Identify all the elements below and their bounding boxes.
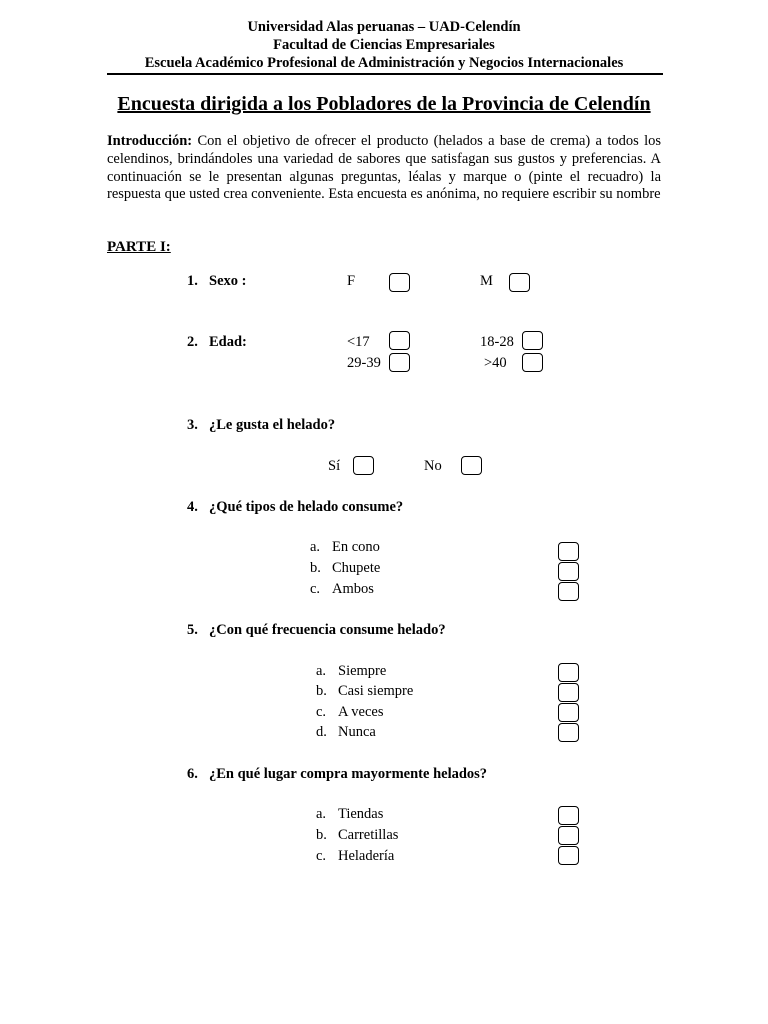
option-label: 18-28	[480, 334, 514, 350]
question-1	[187, 273, 246, 290]
option-checkbox[interactable]	[558, 542, 579, 561]
option-checkbox[interactable]	[558, 806, 579, 825]
question-number: 4.	[187, 499, 198, 515]
option-label: No	[424, 458, 442, 474]
option-checkbox[interactable]	[558, 683, 579, 702]
option-letter: d.	[316, 724, 327, 740]
list-item	[316, 827, 398, 844]
option-checkbox[interactable]	[558, 723, 579, 742]
option-letter: c.	[316, 848, 327, 864]
question-5	[187, 622, 446, 639]
question-3	[187, 417, 335, 434]
question-text: Edad:	[209, 334, 247, 350]
question-text: ¿Qué tipos de helado consume?	[209, 499, 404, 515]
option-checkbox[interactable]	[558, 663, 579, 682]
option-label: Casi siempre	[338, 683, 414, 699]
option-checkbox[interactable]	[461, 456, 482, 475]
intro-paragraph	[107, 133, 661, 204]
faculty-name: Facultad de Ciencias Empresariales	[273, 37, 495, 53]
option-letter: b.	[316, 683, 327, 699]
page-title: Encuesta dirigida a los Pobladores de la Provincia de Celendín	[117, 93, 651, 115]
university-name: Universidad Alas peruanas – UAD-Celendín	[247, 19, 521, 35]
option-checkbox[interactable]	[558, 582, 579, 601]
list-item	[316, 663, 386, 680]
option-letter: a.	[310, 539, 321, 555]
question-2	[187, 334, 247, 351]
option-checkbox[interactable]	[558, 826, 579, 845]
list-item	[310, 581, 374, 598]
option-letter: c.	[316, 704, 327, 720]
part-label: PARTE I:	[107, 239, 171, 255]
question-text: Sexo :	[209, 273, 247, 289]
option-checkbox[interactable]	[509, 273, 530, 292]
option-label: Ambos	[332, 581, 374, 597]
option-label: Tiendas	[338, 806, 384, 822]
option-label: Chupete	[332, 560, 381, 576]
question-text: ¿Le gusta el helado?	[209, 417, 336, 433]
option-label: Heladería	[338, 848, 395, 864]
option-label: M	[480, 273, 493, 289]
option-checkbox[interactable]	[389, 273, 410, 292]
question-number: 3.	[187, 417, 198, 433]
question-text: ¿Con qué frecuencia consume helado?	[209, 622, 446, 638]
intro-text: Con el objetivo de ofrecer el producto (helados a base de crema) a todos los celendinos, brindándoles una variedad de sabores que satisfagan sus gustos y preferencias. A continuación se le presentan algunas preguntas, léalas y marque o (pinte el recuadro) la respuesta que usted crea conveniente. Esta encuesta es anónima, no requiere escribir su nombre	[107, 133, 661, 203]
header-divider	[107, 73, 663, 75]
list-item	[316, 724, 376, 741]
option-checkbox[interactable]	[389, 353, 410, 372]
option-label: 29-39	[347, 355, 381, 371]
question-number: 2.	[187, 334, 198, 350]
option-letter: a.	[316, 806, 327, 822]
question-number: 6.	[187, 766, 198, 782]
question-6	[187, 766, 487, 783]
option-letter: c.	[310, 581, 321, 597]
list-item	[310, 560, 380, 577]
option-label: Siempre	[338, 663, 387, 679]
question-number: 1.	[187, 273, 198, 289]
option-label: >40	[484, 355, 507, 371]
list-item	[316, 848, 394, 865]
school-name: Escuela Académico Profesional de Administración y Negocios Internacionales	[144, 55, 624, 71]
option-label: Carretillas	[338, 827, 399, 843]
option-checkbox[interactable]	[522, 331, 543, 350]
option-checkbox[interactable]	[558, 703, 579, 722]
option-label: En cono	[332, 539, 380, 555]
option-letter: a.	[316, 663, 327, 679]
intro-label: Introducción:	[107, 133, 193, 149]
list-item	[316, 704, 384, 721]
option-label: A veces	[338, 704, 384, 720]
question-number: 5.	[187, 622, 198, 638]
question-4	[187, 499, 403, 516]
question-text: ¿En qué lugar compra mayormente helados?	[209, 766, 488, 782]
option-label: Sí	[328, 458, 341, 474]
option-letter: b.	[316, 827, 327, 843]
option-checkbox[interactable]	[558, 562, 579, 581]
option-letter: b.	[310, 560, 321, 576]
option-checkbox[interactable]	[522, 353, 543, 372]
option-label: F	[347, 273, 356, 289]
option-checkbox[interactable]	[389, 331, 410, 350]
option-label: <17	[347, 334, 370, 350]
option-checkbox[interactable]	[558, 846, 579, 865]
list-item	[310, 539, 380, 556]
list-item	[316, 683, 413, 700]
list-item	[316, 806, 383, 823]
option-checkbox[interactable]	[353, 456, 374, 475]
option-label: Nunca	[338, 724, 376, 740]
